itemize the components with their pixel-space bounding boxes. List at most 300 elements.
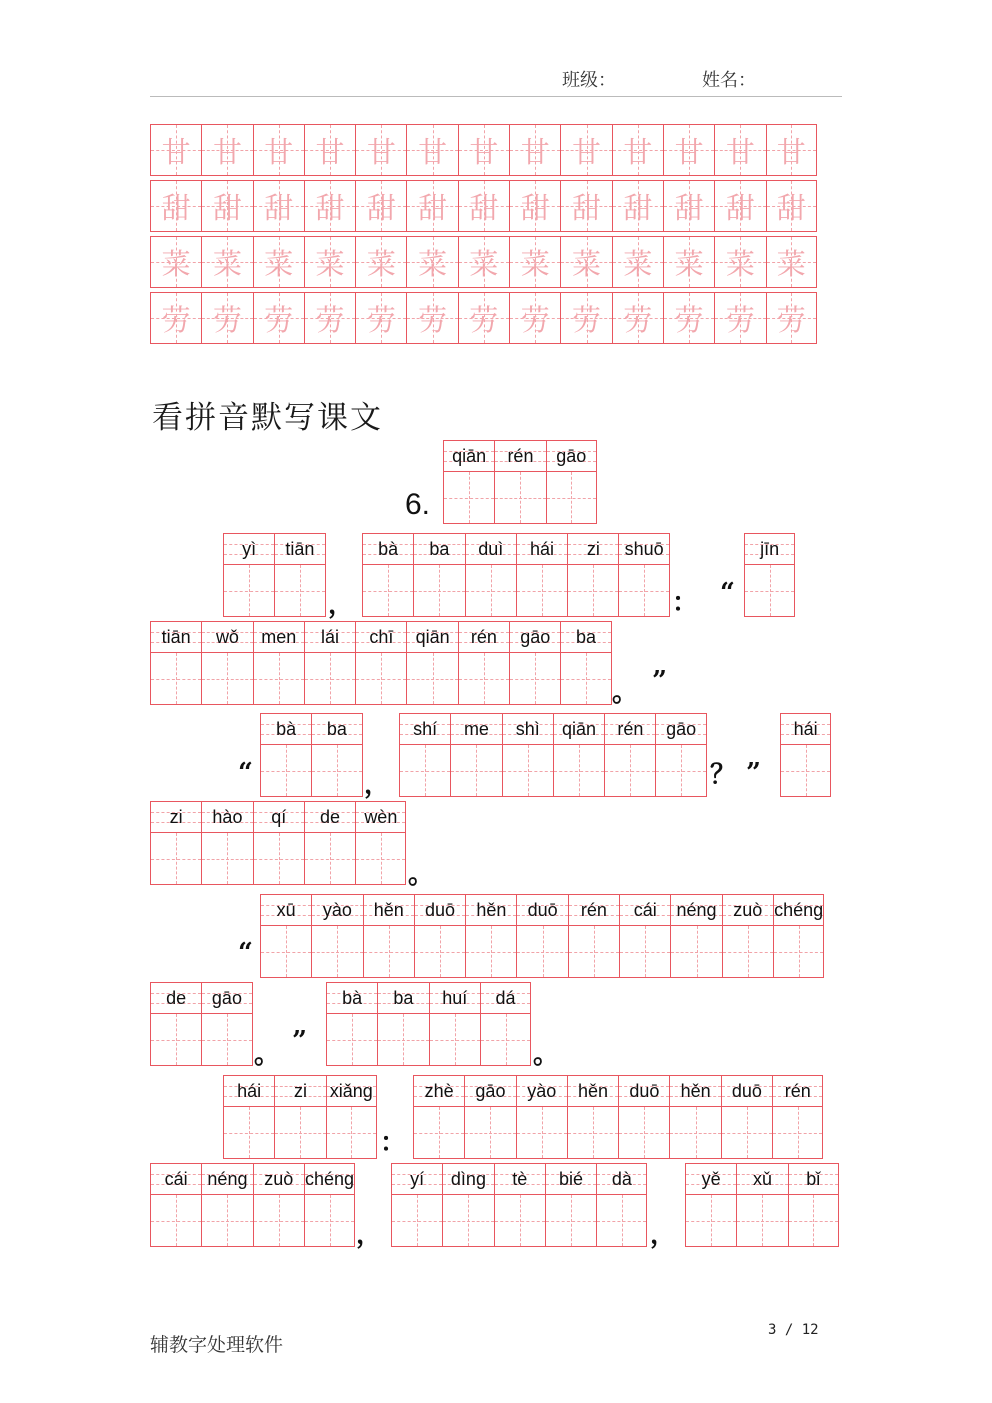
pinyin-box[interactable] xyxy=(223,1075,274,1159)
trace-character: 劳 xyxy=(776,302,806,337)
pinyin-box[interactable] xyxy=(516,1075,567,1159)
character-write-cell[interactable] xyxy=(686,1195,736,1246)
pinyin-box[interactable] xyxy=(391,1163,442,1247)
pinyin-row xyxy=(547,441,596,472)
pinyin-box[interactable] xyxy=(429,982,480,1066)
pinyin-box[interactable] xyxy=(596,1163,647,1247)
practice-cell[interactable] xyxy=(663,124,714,176)
character-write-cell[interactable] xyxy=(430,1014,480,1065)
practice-cell[interactable] xyxy=(253,292,304,344)
practice-cell[interactable] xyxy=(304,180,355,232)
pinyin-box[interactable] xyxy=(464,1075,515,1159)
practice-cell[interactable] xyxy=(509,292,560,344)
practice-cell[interactable] xyxy=(663,236,714,288)
pinyin-box[interactable] xyxy=(494,1163,545,1247)
trace-character: 甜 xyxy=(623,190,653,225)
pinyin-box-group xyxy=(150,982,253,1066)
punctuation-mark: 。 xyxy=(533,1040,560,1070)
pinyin-box[interactable] xyxy=(326,982,377,1066)
trace-character: 甜 xyxy=(674,190,704,225)
practice-cell[interactable] xyxy=(150,124,201,176)
pinyin-row xyxy=(202,1164,252,1195)
character-write-cell[interactable] xyxy=(151,1014,201,1065)
pinyin-box[interactable] xyxy=(465,533,516,617)
practice-cell[interactable] xyxy=(714,236,765,288)
practice-cell[interactable] xyxy=(509,236,560,288)
character-write-cell[interactable] xyxy=(261,926,311,977)
trace-character: 甜 xyxy=(520,190,550,225)
pinyin-syllable: gāo xyxy=(556,445,587,466)
pinyin-row xyxy=(789,1164,838,1195)
practice-cell[interactable] xyxy=(201,236,252,288)
practice-cell[interactable] xyxy=(253,236,304,288)
character-write-cell[interactable] xyxy=(789,1195,838,1246)
pinyin-syllable: wèn xyxy=(364,806,398,827)
pinyin-syllable: hěn xyxy=(373,899,404,920)
character-write-cell[interactable] xyxy=(670,1107,720,1158)
pinyin-row xyxy=(356,802,405,833)
trace-character: 劳 xyxy=(418,302,448,337)
pinyin-row xyxy=(414,534,464,565)
practice-cell[interactable] xyxy=(355,292,406,344)
trace-character: 甘 xyxy=(315,134,345,169)
practice-cell[interactable] xyxy=(458,292,509,344)
pinyin-box-group xyxy=(391,1163,647,1247)
pinyin-box[interactable] xyxy=(253,1163,304,1247)
character-write-cell[interactable] xyxy=(619,565,668,616)
pinyin-syllable: duō xyxy=(731,1080,762,1101)
practice-cell[interactable] xyxy=(560,236,611,288)
character-write-cell[interactable] xyxy=(305,833,355,884)
character-write-cell[interactable] xyxy=(773,1107,822,1158)
pinyin-row xyxy=(443,1164,493,1195)
pinyin-box[interactable] xyxy=(669,1075,720,1159)
pinyin-syllable: bà xyxy=(276,718,297,739)
pinyin-box[interactable] xyxy=(362,533,413,617)
pinyin-syllable: tiān xyxy=(285,538,315,559)
pinyin-box[interactable] xyxy=(618,533,669,617)
pinyin-box[interactable] xyxy=(545,1163,596,1247)
character-write-cell[interactable] xyxy=(224,565,274,616)
pinyin-box[interactable] xyxy=(773,894,824,978)
character-write-cell[interactable] xyxy=(202,1014,251,1065)
pinyin-box[interactable] xyxy=(553,713,604,797)
practice-cell[interactable] xyxy=(150,180,201,232)
punctuation-mark: ” xyxy=(746,758,761,788)
trace-character: 菜 xyxy=(674,246,704,281)
pinyin-box[interactable] xyxy=(150,1163,201,1247)
character-write-cell[interactable] xyxy=(261,745,311,796)
pinyin-row xyxy=(503,714,553,745)
character-write-cell[interactable] xyxy=(415,926,465,977)
character-write-cell[interactable] xyxy=(443,1195,493,1246)
punctuation-mark: ？ xyxy=(710,760,737,790)
character-write-cell[interactable] xyxy=(466,565,516,616)
pinyin-box[interactable] xyxy=(772,1075,823,1159)
pinyin-row xyxy=(569,895,619,926)
pinyin-box[interactable] xyxy=(311,894,362,978)
practice-cell[interactable] xyxy=(612,292,663,344)
character-write-cell[interactable] xyxy=(569,926,619,977)
character-write-cell[interactable] xyxy=(327,1107,376,1158)
character-write-cell[interactable] xyxy=(414,565,464,616)
character-write-cell[interactable] xyxy=(400,745,450,796)
pinyin-syllable: jīn xyxy=(760,538,780,559)
pinyin-syllable: xǔ xyxy=(752,1168,772,1189)
character-write-cell[interactable] xyxy=(202,653,252,704)
pinyin-box[interactable] xyxy=(744,533,795,617)
pinyin-box[interactable] xyxy=(722,894,773,978)
character-write-cell[interactable] xyxy=(517,926,567,977)
practice-cell[interactable] xyxy=(509,180,560,232)
character-write-cell[interactable] xyxy=(444,472,494,523)
pinyin-box[interactable] xyxy=(363,894,414,978)
pinyin-box[interactable] xyxy=(399,713,450,797)
practice-cell[interactable] xyxy=(150,292,201,344)
pinyin-box-group xyxy=(260,894,824,978)
pinyin-box[interactable] xyxy=(516,533,567,617)
trace-character: 劳 xyxy=(572,302,602,337)
pinyin-box[interactable] xyxy=(414,894,465,978)
character-write-cell[interactable] xyxy=(561,653,610,704)
character-write-cell[interactable] xyxy=(656,745,705,796)
character-write-cell[interactable] xyxy=(312,745,361,796)
practice-cell[interactable] xyxy=(304,124,355,176)
pinyin-row xyxy=(202,983,251,1014)
pinyin-row xyxy=(151,622,201,653)
pinyin-box-group xyxy=(150,801,406,885)
pinyin-syllable: bà xyxy=(342,987,363,1008)
practice-cell[interactable] xyxy=(201,180,252,232)
pinyin-box[interactable] xyxy=(274,1075,325,1159)
character-write-cell[interactable] xyxy=(723,926,773,977)
pinyin-row xyxy=(224,1076,274,1107)
practice-cell[interactable] xyxy=(458,124,509,176)
pinyin-syllable: lái xyxy=(321,626,340,647)
trace-character: 劳 xyxy=(264,302,294,337)
character-write-cell[interactable] xyxy=(202,1195,252,1246)
trace-character: 菜 xyxy=(520,246,550,281)
pinyin-row xyxy=(151,802,201,833)
character-write-cell[interactable] xyxy=(364,926,414,977)
pinyin-row xyxy=(392,1164,442,1195)
pinyin-box[interactable] xyxy=(443,440,494,524)
character-write-cell[interactable] xyxy=(363,565,413,616)
pinyin-box[interactable] xyxy=(253,621,304,705)
character-write-cell[interactable] xyxy=(312,926,362,977)
pinyin-box[interactable] xyxy=(604,713,655,797)
pinyin-box[interactable] xyxy=(326,1075,377,1159)
character-write-cell[interactable] xyxy=(597,1195,646,1246)
character-write-cell[interactable] xyxy=(781,745,830,796)
practice-cell[interactable] xyxy=(663,180,714,232)
pinyin-box[interactable] xyxy=(311,713,362,797)
pinyin-box[interactable] xyxy=(413,533,464,617)
practice-cell[interactable] xyxy=(560,124,611,176)
character-write-cell[interactable] xyxy=(151,1195,201,1246)
pinyin-row xyxy=(305,802,355,833)
character-write-cell[interactable] xyxy=(254,653,304,704)
character-write-cell[interactable] xyxy=(517,565,567,616)
character-write-cell[interactable] xyxy=(671,926,721,977)
pinyin-syllable: dá xyxy=(495,987,516,1008)
pinyin-row xyxy=(745,534,794,565)
character-write-cell[interactable] xyxy=(503,745,553,796)
pinyin-box[interactable] xyxy=(619,894,670,978)
character-write-cell[interactable] xyxy=(481,1014,530,1065)
pinyin-row xyxy=(773,1076,822,1107)
pinyin-syllable: gāo xyxy=(211,987,242,1008)
pinyin-row xyxy=(254,802,304,833)
pinyin-row xyxy=(737,1164,787,1195)
pinyin-syllable: shí xyxy=(413,718,438,739)
practice-cell[interactable] xyxy=(406,180,457,232)
pinyin-box[interactable] xyxy=(253,801,304,885)
character-write-cell[interactable] xyxy=(554,745,604,796)
footer-software-name: 辅教字处理软件 xyxy=(150,1334,284,1356)
pinyin-row xyxy=(561,622,610,653)
pinyin-box[interactable] xyxy=(201,801,252,885)
pinyin-syllable: rén xyxy=(580,899,607,920)
pinyin-box[interactable] xyxy=(304,801,355,885)
practice-cell[interactable] xyxy=(612,236,663,288)
pinyin-box[interactable] xyxy=(502,713,553,797)
character-write-cell[interactable] xyxy=(414,1107,464,1158)
pinyin-syllable: cái xyxy=(164,1168,188,1189)
pinyin-syllable: chéng xyxy=(774,899,824,920)
pinyin-syllable: hào xyxy=(212,806,243,827)
character-write-cell[interactable] xyxy=(620,926,670,977)
pinyin-box[interactable] xyxy=(567,1075,618,1159)
character-write-cell[interactable] xyxy=(774,926,823,977)
character-write-cell[interactable] xyxy=(305,653,355,704)
pinyin-box[interactable] xyxy=(788,1163,839,1247)
practice-cell[interactable] xyxy=(355,180,406,232)
character-write-cell[interactable] xyxy=(510,653,560,704)
practice-cell[interactable] xyxy=(560,180,611,232)
practice-cell[interactable] xyxy=(766,124,817,176)
character-write-cell[interactable] xyxy=(619,1107,669,1158)
character-write-cell[interactable] xyxy=(568,565,618,616)
pinyin-box[interactable] xyxy=(560,621,611,705)
pinyin-syllable: duō xyxy=(629,1080,660,1101)
pinyin-box[interactable] xyxy=(450,713,501,797)
class-label: 班级： xyxy=(562,70,616,91)
punctuation-mark: “ xyxy=(720,578,735,608)
pinyin-row xyxy=(774,895,823,926)
pinyin-box[interactable] xyxy=(274,533,325,617)
practice-cell[interactable] xyxy=(714,292,765,344)
practice-cell[interactable] xyxy=(714,180,765,232)
practice-cell[interactable] xyxy=(253,124,304,176)
character-write-cell[interactable] xyxy=(568,1107,618,1158)
trace-character: 甘 xyxy=(776,134,806,169)
pinyin-box[interactable] xyxy=(260,894,311,978)
practice-cell[interactable] xyxy=(766,236,817,288)
practice-cell[interactable] xyxy=(509,124,560,176)
pinyin-box[interactable] xyxy=(655,713,706,797)
practice-cell[interactable] xyxy=(458,180,509,232)
trace-character: 甘 xyxy=(520,134,550,169)
character-write-cell[interactable] xyxy=(495,1195,545,1246)
pinyin-box[interactable] xyxy=(304,621,355,705)
character-write-cell[interactable] xyxy=(745,565,794,616)
pinyin-row xyxy=(517,895,567,926)
pinyin-row xyxy=(254,622,304,653)
pinyin-syllable: duō xyxy=(425,899,456,920)
pinyin-row xyxy=(722,1076,772,1107)
character-write-cell[interactable] xyxy=(466,926,516,977)
pinyin-box[interactable] xyxy=(150,982,201,1066)
character-write-cell[interactable] xyxy=(495,472,545,523)
character-write-cell[interactable] xyxy=(459,653,509,704)
pinyin-box[interactable] xyxy=(377,982,428,1066)
pinyin-box[interactable] xyxy=(685,1163,736,1247)
pinyin-box[interactable] xyxy=(516,894,567,978)
character-write-cell[interactable] xyxy=(327,1014,377,1065)
pinyin-row xyxy=(202,622,252,653)
character-write-cell[interactable] xyxy=(356,653,406,704)
character-write-cell[interactable] xyxy=(605,745,655,796)
pinyin-row xyxy=(546,1164,596,1195)
practice-cell[interactable] xyxy=(304,236,355,288)
practice-cell[interactable] xyxy=(560,292,611,344)
character-write-cell[interactable] xyxy=(737,1195,787,1246)
pinyin-box[interactable] xyxy=(355,621,406,705)
pinyin-box[interactable] xyxy=(670,894,721,978)
punctuation-mark: 。 xyxy=(408,860,435,890)
character-write-cell[interactable] xyxy=(151,653,201,704)
trace-character: 甜 xyxy=(366,190,396,225)
pinyin-box[interactable] xyxy=(494,440,545,524)
character-write-cell[interactable] xyxy=(407,653,457,704)
pinyin-box[interactable] xyxy=(201,982,252,1066)
character-write-cell[interactable] xyxy=(546,1195,596,1246)
practice-cell[interactable] xyxy=(766,180,817,232)
character-write-cell[interactable] xyxy=(378,1014,428,1065)
character-write-cell[interactable] xyxy=(254,1195,304,1246)
pinyin-box[interactable] xyxy=(223,533,274,617)
practice-cell[interactable] xyxy=(612,180,663,232)
practice-cell[interactable] xyxy=(714,124,765,176)
punctuation-mark: “ xyxy=(238,758,253,788)
pinyin-row xyxy=(312,895,362,926)
pinyin-row xyxy=(312,714,361,745)
trace-character: 甘 xyxy=(623,134,653,169)
practice-cell[interactable] xyxy=(355,236,406,288)
pinyin-box[interactable] xyxy=(406,621,457,705)
pinyin-box[interactable] xyxy=(304,1163,355,1247)
practice-cell[interactable] xyxy=(458,236,509,288)
character-write-cell[interactable] xyxy=(202,833,252,884)
pinyin-row xyxy=(495,1164,545,1195)
pinyin-box[interactable] xyxy=(568,894,619,978)
pinyin-box[interactable] xyxy=(721,1075,772,1159)
trace-character: 甘 xyxy=(674,134,704,169)
practice-cell[interactable] xyxy=(201,292,252,344)
character-write-cell[interactable] xyxy=(254,833,304,884)
character-write-cell[interactable] xyxy=(151,833,201,884)
trace-character: 甜 xyxy=(776,190,806,225)
punctuation-mark: ” xyxy=(652,666,667,696)
pinyin-syllable: shuō xyxy=(624,538,664,559)
pinyin-syllable: zi xyxy=(293,1080,307,1101)
pinyin-row xyxy=(554,714,604,745)
character-write-cell[interactable] xyxy=(275,1107,325,1158)
practice-cell[interactable] xyxy=(253,180,304,232)
pinyin-box[interactable] xyxy=(458,621,509,705)
pinyin-box[interactable] xyxy=(780,713,831,797)
pinyin-row xyxy=(597,1164,646,1195)
character-write-cell[interactable] xyxy=(392,1195,442,1246)
pinyin-box[interactable] xyxy=(546,440,597,524)
character-write-cell[interactable] xyxy=(517,1107,567,1158)
punctuation-mark: ： xyxy=(672,588,699,618)
practice-cell[interactable] xyxy=(406,236,457,288)
character-write-cell[interactable] xyxy=(305,1195,354,1246)
pinyin-box[interactable] xyxy=(442,1163,493,1247)
practice-cell[interactable] xyxy=(612,124,663,176)
trace-character: 甜 xyxy=(264,190,294,225)
character-write-cell[interactable] xyxy=(722,1107,772,1158)
practice-cell[interactable] xyxy=(663,292,714,344)
character-write-cell[interactable] xyxy=(451,745,501,796)
practice-cell[interactable] xyxy=(150,236,201,288)
pinyin-row xyxy=(224,534,274,565)
character-write-cell[interactable] xyxy=(224,1107,274,1158)
pinyin-box[interactable] xyxy=(413,1075,464,1159)
pinyin-box[interactable] xyxy=(150,801,201,885)
pinyin-box[interactable] xyxy=(618,1075,669,1159)
practice-cell[interactable] xyxy=(406,292,457,344)
character-write-cell[interactable] xyxy=(547,472,596,523)
character-write-cell[interactable] xyxy=(356,833,405,884)
pinyin-row xyxy=(356,622,406,653)
character-write-cell[interactable] xyxy=(465,1107,515,1158)
pinyin-box[interactable] xyxy=(567,533,618,617)
pinyin-box[interactable] xyxy=(736,1163,787,1247)
practice-cell[interactable] xyxy=(406,124,457,176)
pinyin-row xyxy=(619,534,668,565)
pinyin-box[interactable] xyxy=(201,621,252,705)
pinyin-box[interactable] xyxy=(150,621,201,705)
character-write-cell[interactable] xyxy=(275,565,324,616)
pinyin-box[interactable] xyxy=(201,1163,252,1247)
pinyin-box[interactable] xyxy=(465,894,516,978)
pinyin-row xyxy=(202,802,252,833)
pinyin-box[interactable] xyxy=(480,982,531,1066)
practice-cell[interactable] xyxy=(304,292,355,344)
punctuation-mark: 。 xyxy=(612,678,639,708)
pinyin-row xyxy=(407,622,457,653)
pinyin-row xyxy=(275,534,324,565)
practice-cell[interactable] xyxy=(201,124,252,176)
pinyin-syllable: gāo xyxy=(666,718,697,739)
pinyin-syllable: rén xyxy=(784,1080,811,1101)
practice-cell[interactable] xyxy=(766,292,817,344)
pinyin-row xyxy=(261,714,311,745)
pinyin-box[interactable] xyxy=(509,621,560,705)
pinyin-row xyxy=(430,983,480,1014)
trace-character: 菜 xyxy=(418,246,448,281)
trace-character: 甜 xyxy=(418,190,448,225)
pinyin-row xyxy=(723,895,773,926)
pinyin-box[interactable] xyxy=(260,713,311,797)
pinyin-box-group xyxy=(260,713,363,797)
section-title: 看拼音默写课文 xyxy=(152,400,383,436)
practice-cell[interactable] xyxy=(355,124,406,176)
pinyin-box[interactable] xyxy=(355,801,406,885)
